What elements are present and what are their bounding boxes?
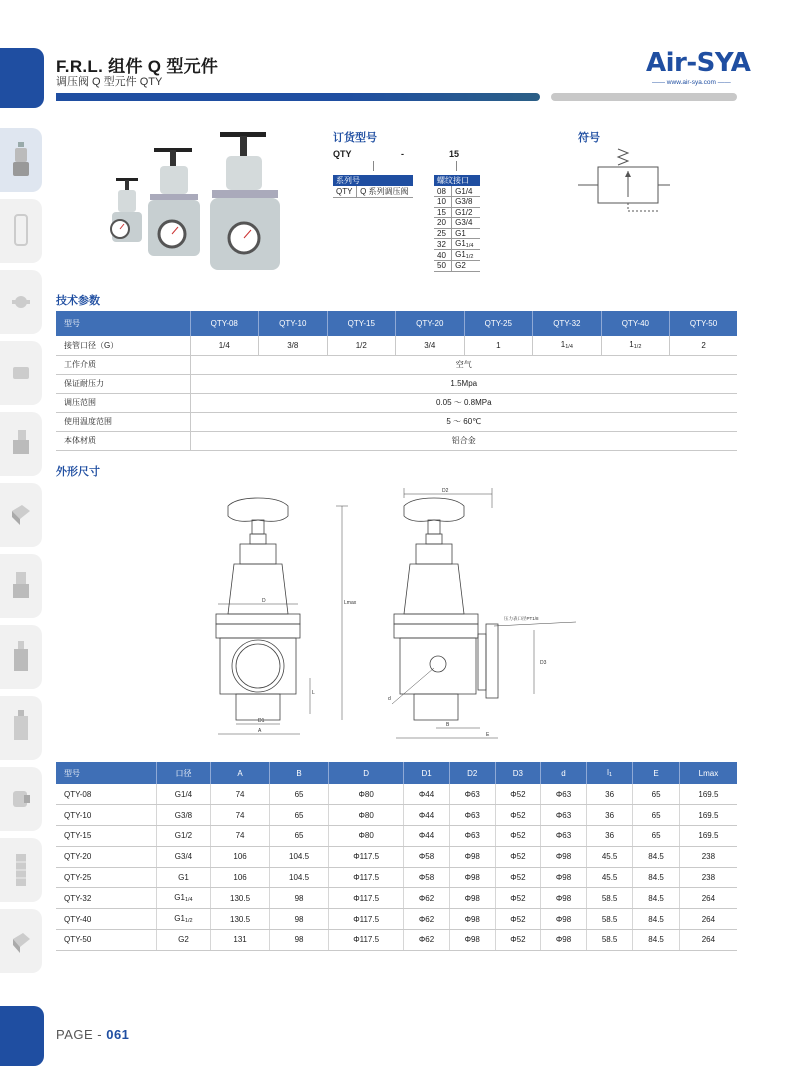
dims-cell: Φ80 (329, 784, 404, 805)
dims-cell: Φ52 (495, 930, 541, 951)
thread-size (452, 186, 480, 197)
actuator-icon (10, 637, 32, 677)
side-nav-item-manifold[interactable] (0, 483, 42, 547)
dims-header-text: d (561, 768, 566, 778)
spec-cell (670, 336, 737, 355)
dims-cell: Φ98 (449, 888, 495, 909)
side-nav-item-filter[interactable] (0, 199, 42, 263)
spec-cell (396, 336, 465, 355)
dims-cell: 104.5 (270, 846, 329, 867)
dims-cell: Φ52 (495, 888, 541, 909)
dims-cell: 264 (679, 930, 737, 951)
cell-main: G1/2 (174, 831, 193, 841)
spec-cell (601, 336, 670, 355)
page-number-value: 061 (106, 1027, 130, 1042)
dims-header-col (211, 762, 270, 784)
dims-cell: QTY-40 (56, 909, 156, 930)
dims-header-col (270, 762, 329, 784)
dims-cell: 45.5 (586, 867, 632, 888)
dims-cell: Φ80 (329, 826, 404, 847)
dims-cell: 65 (270, 784, 329, 805)
dims-cell: Φ117.5 (329, 909, 404, 930)
dims-cell: Φ98 (449, 867, 495, 888)
dims-cell: Φ98 (541, 930, 587, 951)
dims-cell: Φ98 (541, 888, 587, 909)
dims-cell: Φ63 (541, 784, 587, 805)
side-view-dims (392, 488, 576, 738)
dims-cell: 45.5 (586, 846, 632, 867)
spec-cell: 1.5Mpa (190, 374, 737, 393)
dim-label-D1: D1 (258, 718, 265, 724)
dims-cell: 65 (270, 826, 329, 847)
thread-code: 08 (434, 186, 452, 197)
regulator-symbol (578, 145, 670, 215)
series-table (333, 175, 413, 198)
spec-header-col: QTY-10 (259, 311, 328, 336)
dims-cell: Φ52 (495, 784, 541, 805)
series-desc: Q 系列调压阀 (357, 186, 413, 198)
thread-size (452, 261, 480, 272)
thread-row (434, 250, 480, 261)
dims-row (56, 805, 737, 826)
order-code-prefix: QTY (333, 149, 352, 159)
thread-size (452, 239, 480, 250)
regulator-icon (10, 140, 32, 180)
dim-label-D3: D3 (540, 660, 547, 666)
dims-cell: Φ52 (495, 846, 541, 867)
header-rule (56, 93, 540, 101)
thread-row (434, 261, 480, 272)
cell-main: 3/4 (424, 340, 436, 350)
dims-row (56, 888, 737, 909)
dims-cell (156, 930, 210, 951)
thread-row (434, 228, 480, 239)
cell-main: G3/4 (174, 852, 193, 862)
dims-cell: Φ58 (404, 867, 450, 888)
dims-cell: Φ63 (449, 805, 495, 826)
cell-sub: 1/2 (633, 344, 642, 351)
dims-cell: Φ98 (541, 846, 587, 867)
side-nav-item-solenoid[interactable] (0, 412, 42, 476)
dims-cell: QTY-20 (56, 846, 156, 867)
dims-header-text: D3 (512, 768, 523, 778)
dims-cell: Φ80 (329, 805, 404, 826)
page-subtitle: 调压阀 Q 型元件 QTY (56, 76, 163, 88)
dim-label-B: B (446, 722, 450, 728)
cylinder-icon (10, 566, 32, 606)
cell-main: G1 (174, 893, 185, 903)
dims-cell (156, 805, 210, 826)
spec-row-label: 本体材质 (56, 431, 190, 450)
dims-cell: 98 (270, 930, 329, 951)
dims-header-col (404, 762, 450, 784)
dims-cell: 74 (211, 784, 270, 805)
dim-label-D: D (262, 598, 266, 604)
thread-row (434, 239, 480, 250)
dims-row (56, 846, 737, 867)
cell-main: G1/2 (455, 207, 473, 217)
dims-cell: Φ117.5 (329, 867, 404, 888)
dims-cell: QTY-32 (56, 888, 156, 909)
dims-header-text: l (607, 768, 609, 777)
dims-cell (156, 846, 210, 867)
spec-row (56, 374, 737, 393)
dims-header-col (541, 762, 587, 784)
order-code-suffix: 15 (449, 149, 460, 159)
cell-main: 2 (701, 340, 706, 350)
page-prefix: PAGE - (56, 1027, 107, 1042)
dims-cell: Φ98 (541, 867, 587, 888)
cell-main: G3/8 (174, 810, 193, 820)
dims-header-col (679, 762, 737, 784)
brand-url: —— www.air-sya.com —— (652, 79, 731, 86)
thread-row (434, 218, 480, 229)
spec-row (56, 393, 737, 412)
spec-cell (533, 336, 602, 355)
cell-sub: 1/4 (184, 897, 193, 904)
dims-header-text: D2 (467, 768, 478, 778)
dims-cell: Φ52 (495, 805, 541, 826)
cell-main: G1 (455, 239, 466, 248)
dims-cell: 169.5 (679, 826, 737, 847)
dims-cell: Φ63 (449, 784, 495, 805)
dims-cell: 98 (270, 909, 329, 930)
manifold-icon (10, 495, 32, 535)
dimension-drawing (196, 484, 596, 744)
thread-code: 20 (434, 218, 452, 229)
dims-cell: 130.5 (211, 888, 270, 909)
series-code: QTY (333, 186, 357, 198)
cell-main: G3/4 (455, 218, 473, 228)
dims-cell: 74 (211, 826, 270, 847)
dims-cell: 264 (679, 888, 737, 909)
spec-header-col: QTY-15 (327, 311, 396, 336)
dim-label-E: E (486, 732, 490, 738)
dims-cell: 98 (270, 888, 329, 909)
dims-header-text: D (363, 768, 370, 778)
cell-main: 1 (560, 340, 566, 350)
cell-sub: 1/4 (465, 243, 474, 249)
dims-row (56, 867, 737, 888)
dims-cell (156, 867, 210, 888)
cell-main: G1/4 (455, 186, 473, 196)
dims-cell: 36 (586, 826, 632, 847)
dims-cell: QTY-08 (56, 784, 156, 805)
dims-cell: 58.5 (586, 888, 632, 909)
cell-main: G2 (455, 261, 466, 271)
order-code-tick (456, 161, 457, 171)
dims-cell: 238 (679, 867, 737, 888)
cell-main: 1 (496, 340, 501, 350)
spec-row-label: 保证耐压力 (56, 374, 190, 393)
cell-main: 1/4 (218, 340, 230, 350)
side-nav-item-fitting[interactable] (0, 767, 42, 831)
dim-label-D2: D2 (442, 488, 449, 494)
dims-cell: Φ98 (541, 909, 587, 930)
thread-row (434, 207, 480, 218)
dims-cell: Φ117.5 (329, 930, 404, 951)
dims-cell (156, 826, 210, 847)
dims-cell (156, 784, 210, 805)
dims-header-col (156, 762, 210, 784)
dims-header-text: D1 (421, 768, 432, 778)
spec-header-col: QTY-40 (601, 311, 670, 336)
dims-cell: Φ52 (495, 867, 541, 888)
filter-icon (10, 211, 32, 251)
dims-cell: Φ117.5 (329, 888, 404, 909)
side-nav-item-regulator[interactable] (0, 128, 42, 192)
dims-row (56, 909, 737, 930)
dim-label-L: L (312, 690, 315, 696)
spec-row-label: 调压范围 (56, 393, 190, 412)
cell-main: G1 (174, 914, 185, 924)
dims-cell: 106 (211, 846, 270, 867)
dims-cell: 131 (211, 930, 270, 951)
dims-cell: Φ44 (404, 805, 450, 826)
dims-cell (156, 888, 210, 909)
cell-sub: 1/2 (184, 918, 193, 925)
cell-main: G1 (178, 873, 189, 883)
dims-header-sub: 1 (608, 772, 613, 778)
dims-cell: 84.5 (633, 846, 679, 867)
side-nav-item-cylinder[interactable] (0, 554, 42, 618)
spec-header-col: QTY-25 (464, 311, 533, 336)
thread-table (434, 175, 480, 272)
pressure-switch-icon (10, 708, 32, 748)
product-photo (100, 130, 290, 280)
front-view (216, 498, 300, 720)
dims-cell: 130.5 (211, 909, 270, 930)
regulator-small-image (111, 178, 142, 242)
specs-table (56, 311, 737, 451)
dims-header-col (495, 762, 541, 784)
dims-cell: Φ52 (495, 909, 541, 930)
dim-label-gauge: 压力表口径PT1/8 (504, 616, 539, 621)
spec-cell: 5 ～ 60℃ (190, 412, 737, 431)
thread-code: 25 (434, 228, 452, 239)
dims-header-col (586, 762, 632, 784)
dims-cell: 65 (633, 826, 679, 847)
header-rule-gray (551, 93, 737, 101)
dims-row (56, 930, 737, 951)
spec-row (56, 412, 737, 431)
dims-cell: QTY-15 (56, 826, 156, 847)
order-code-dash: - (401, 149, 404, 159)
dims-cell: 84.5 (633, 930, 679, 951)
spec-cell: 铝合金 (190, 431, 737, 450)
dims-cell: Φ58 (404, 846, 450, 867)
regulator-medium-image (148, 148, 200, 256)
dims-header-col (633, 762, 679, 784)
dims-cell: Φ52 (495, 826, 541, 847)
symbol-heading: 符号 (578, 132, 600, 144)
dims-header-text: E (653, 768, 659, 778)
dims-header-col (56, 762, 156, 784)
side-nav (0, 128, 42, 980)
spec-header-col: QTY-20 (396, 311, 465, 336)
cell-main: G1/4 (174, 789, 193, 799)
dims-cell: 264 (679, 909, 737, 930)
dimensions-heading: 外形尺寸 (56, 466, 100, 478)
cell-sub: 1/4 (565, 344, 573, 351)
spec-row (56, 431, 737, 450)
dims-cell: 84.5 (633, 867, 679, 888)
spec-row-label: 工作介质 (56, 355, 190, 374)
dims-cell: QTY-50 (56, 930, 156, 951)
accessory-icon (10, 921, 32, 961)
spec-cell: 0.05 ～ 0.8MPa (190, 393, 737, 412)
cell-main: G1 (455, 250, 466, 259)
dims-cell: Φ62 (404, 909, 450, 930)
dims-cell: Φ44 (404, 826, 450, 847)
side-nav-item-lubricator[interactable] (0, 270, 42, 334)
spec-cell (190, 336, 259, 355)
dims-cell: Φ63 (541, 805, 587, 826)
dims-cell: 58.5 (586, 909, 632, 930)
dims-cell: 65 (633, 784, 679, 805)
dims-cell: 74 (211, 805, 270, 826)
dims-cell: Φ98 (449, 846, 495, 867)
dims-header-text: A (237, 768, 243, 778)
dims-cell: Φ44 (404, 784, 450, 805)
dims-cell: 84.5 (633, 888, 679, 909)
dims-header-text: B (296, 768, 302, 778)
dims-cell: Φ98 (449, 930, 495, 951)
page-number (56, 1027, 129, 1042)
spec-row (56, 336, 737, 355)
dim-label-Lmax: Lmax (344, 600, 357, 606)
brand-logo: Air-SYA (646, 48, 751, 78)
thread-row (434, 197, 480, 208)
thread-code: 32 (434, 239, 452, 250)
dims-cell: QTY-10 (56, 805, 156, 826)
spec-row-label: 接管口径（G） (56, 336, 190, 355)
cell-main: G3/8 (455, 197, 473, 207)
dims-row (56, 784, 737, 805)
cell-main: 1 (629, 340, 634, 350)
cell-main: G2 (178, 935, 189, 945)
side-nav-item-pressure-switch[interactable] (0, 696, 42, 760)
thread-size (452, 207, 480, 218)
page-title: F.R.L. 组件 Q 型元件 (56, 57, 219, 76)
order-code-tick (373, 161, 374, 171)
valve-icon (10, 353, 32, 393)
dims-cell: 65 (633, 805, 679, 826)
side-nav-item-valve[interactable] (0, 341, 42, 405)
dims-header-text: 型号 (64, 768, 80, 778)
regulator-large-image (210, 132, 280, 270)
dims-cell: 58.5 (586, 930, 632, 951)
dims-cell: 169.5 (679, 805, 737, 826)
dim-label-d: d (388, 696, 391, 702)
dims-cell: Φ63 (449, 826, 495, 847)
footer-tab (0, 1006, 44, 1066)
thread-code: 40 (434, 250, 452, 261)
cell-sub: 1/2 (465, 254, 474, 260)
spec-cell (464, 336, 533, 355)
dims-cell: 169.5 (679, 784, 737, 805)
cell-main: 3/8 (287, 340, 299, 350)
lubricator-icon (10, 282, 32, 322)
thread-code: 15 (434, 207, 452, 218)
thread-row (434, 186, 480, 197)
spec-header-col: QTY-50 (670, 311, 737, 336)
thread-size (452, 197, 480, 208)
side-nav-item-accessory[interactable] (0, 909, 42, 973)
spec-header-col: QTY-08 (190, 311, 259, 336)
side-view (394, 498, 498, 720)
spec-row (56, 355, 737, 374)
thread-size (452, 228, 480, 239)
chapter-tab (0, 48, 44, 108)
spec-header-col: QTY-32 (533, 311, 602, 336)
dims-cell: 104.5 (270, 867, 329, 888)
spec-header-model: 型号 (56, 311, 190, 336)
dims-row (56, 826, 737, 847)
dims-header-col (449, 762, 495, 784)
thread-code: 50 (434, 261, 452, 272)
dims-cell: 84.5 (633, 909, 679, 930)
front-view-dims (218, 506, 348, 734)
dims-header-col (329, 762, 404, 784)
dims-cell: 36 (586, 805, 632, 826)
dimensions-table (56, 762, 737, 951)
spec-cell (327, 336, 396, 355)
dims-header-text: Lmax (698, 768, 719, 778)
dims-cell: Φ117.5 (329, 846, 404, 867)
cell-main: 1/2 (355, 340, 367, 350)
dims-cell (156, 909, 210, 930)
cell-main: G1 (455, 228, 466, 238)
dims-cell: Φ63 (541, 826, 587, 847)
dims-cell: 238 (679, 846, 737, 867)
dim-label-A: A (258, 728, 262, 734)
fitting-icon (10, 779, 32, 819)
dims-cell: QTY-25 (56, 867, 156, 888)
silencer-icon (10, 850, 32, 890)
order-code-heading: 订货型号 (333, 132, 377, 144)
side-nav-item-actuator[interactable] (0, 625, 42, 689)
specs-heading: 技术参数 (56, 295, 100, 307)
series-header: 系列号 (333, 175, 413, 186)
thread-size (452, 218, 480, 229)
dims-cell: 36 (586, 784, 632, 805)
spec-cell: 空气 (190, 355, 737, 374)
dims-header-text: 口径 (175, 768, 192, 778)
dims-cell: Φ62 (404, 888, 450, 909)
thread-header: 螺纹接口 (434, 175, 480, 186)
dims-cell: Φ98 (449, 909, 495, 930)
spec-cell (259, 336, 328, 355)
dims-cell: 106 (211, 867, 270, 888)
spec-row-label: 使用温度范围 (56, 412, 190, 431)
dims-cell: 65 (270, 805, 329, 826)
side-nav-item-silencer[interactable] (0, 838, 42, 902)
thread-code: 10 (434, 197, 452, 208)
thread-size (452, 250, 480, 261)
solenoid-icon (10, 424, 32, 464)
dims-cell: Φ62 (404, 930, 450, 951)
